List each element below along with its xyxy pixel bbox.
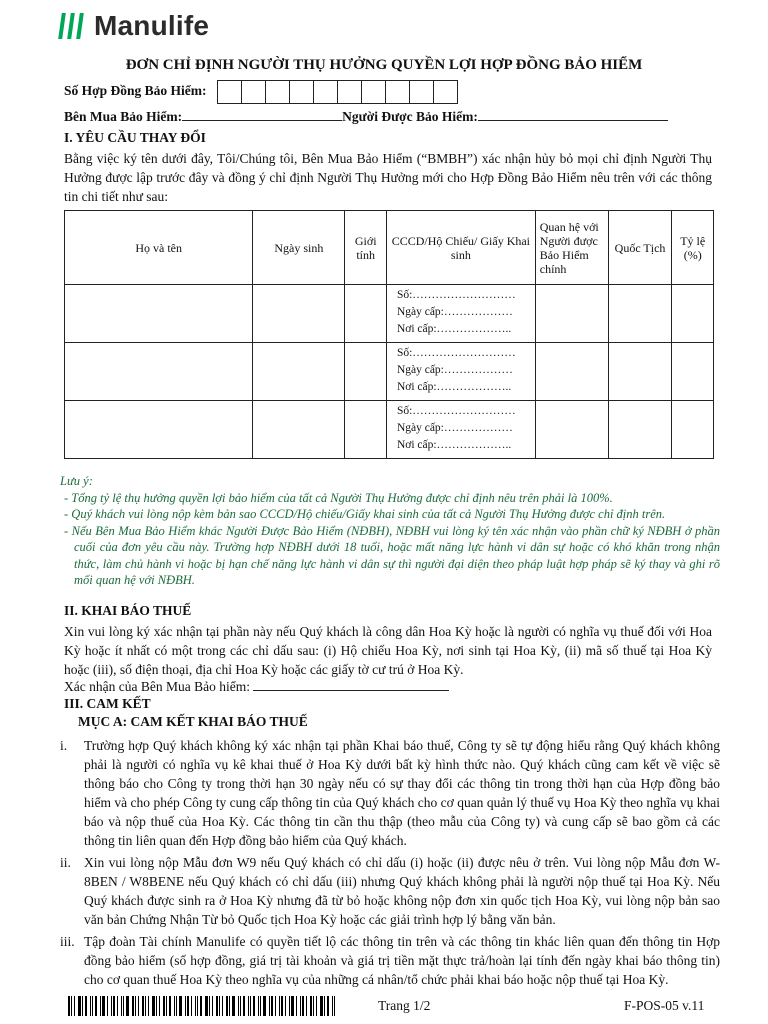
barcode-bar — [209, 996, 210, 1016]
barcode-bar — [187, 996, 189, 1016]
barcode-bar — [185, 996, 186, 1016]
col-header: Ngày sinh — [253, 211, 345, 285]
relation-cell[interactable] — [535, 343, 608, 401]
notes-heading: Lưu ý: — [60, 474, 93, 488]
policy-number-boxes[interactable] — [218, 80, 458, 104]
id-cell[interactable] — [386, 343, 535, 401]
barcode-bar — [95, 996, 97, 1016]
gender-cell[interactable] — [345, 285, 387, 343]
relation-cell[interactable] — [535, 285, 608, 343]
notes-block — [60, 473, 720, 589]
item-text: Tập đoàn Tài chính Manulife có quyền tiết lộ các thông tin trên và các thông tin khác liên quan đến thông tin Hợp đồng bảo hiểm (số hợp đồng, giá trị tài khoản và giá trị tiền mặt thực trả/hoàn lại tính đến ngày khai báo thông tin) cho cơ quan thuế Hoa Kỳ theo nghĩa vụ của những cá nhân/tổ chức phải khai báo hoặc nộp thuế tại Hoa Kỳ. — [84, 934, 720, 987]
barcode-bar — [324, 996, 325, 1016]
barcode-bar — [100, 996, 101, 1016]
barcode-bar — [132, 996, 134, 1016]
col-header: CCCD/Hộ Chiếu/ Giấy Khai sinh — [386, 211, 535, 285]
barcode-bar — [316, 996, 317, 1016]
barcode-bar — [263, 996, 266, 1016]
barcode-bar — [216, 996, 218, 1016]
logo-text: Manulife — [94, 10, 210, 41]
table-row — [65, 401, 714, 459]
barcode-bar — [126, 996, 129, 1016]
ratio-cell[interactable] — [672, 343, 714, 401]
form-title: ĐƠN CHỈ ĐỊNH NGƯỜI THỤ HƯỞNG QUYỀN LỢI HỢP ĐỒNG BẢO HIỂM — [125, 57, 643, 73]
policy-digit-box[interactable] — [361, 80, 386, 104]
policy-digit-box[interactable] — [433, 80, 458, 104]
section2-title: II. KHAI BÁO THUẾ — [64, 603, 192, 618]
table-row — [65, 343, 714, 401]
form-code: F-POS-05 v.11 — [624, 998, 705, 1013]
barcode-bar — [111, 996, 112, 1016]
col-header: Quan hệ với Người được Bảo Hiểm chính — [535, 211, 608, 285]
id-number-line: Số:……………………… — [396, 405, 516, 417]
barcode-bar — [285, 996, 286, 1016]
policy-digit-box[interactable] — [313, 80, 338, 104]
gender-cell[interactable] — [345, 401, 387, 459]
barcode-bar — [332, 996, 333, 1016]
policy-digit-box[interactable] — [289, 80, 314, 104]
barcode-bar — [78, 996, 81, 1016]
barcode-bar — [166, 996, 167, 1016]
barcode-bar — [169, 996, 171, 1016]
owner-field[interactable] — [182, 120, 342, 121]
id-place-line: Nơi cấp:……………….. — [396, 439, 512, 451]
section3-title: III. CAM KẾT — [64, 696, 151, 711]
barcode-bar — [195, 996, 196, 1016]
barcode-bar — [310, 996, 312, 1016]
barcode-bar — [152, 996, 155, 1016]
barcode-bar — [229, 996, 230, 1016]
section1-title: I. YÊU CẦU THAY ĐỔI — [64, 130, 206, 145]
barcode-bar — [179, 996, 182, 1016]
item-number: ii. — [60, 855, 71, 870]
barcode-bar — [306, 996, 307, 1016]
policy-digit-box[interactable] — [217, 80, 242, 104]
col-header: Giới tính — [345, 211, 387, 285]
barcode-bar — [107, 996, 108, 1016]
barcode-bar — [250, 996, 251, 1016]
policy-digit-box[interactable] — [337, 80, 362, 104]
barcode-bar — [219, 996, 220, 1016]
barcode-bar — [117, 996, 118, 1016]
barcode-bar — [200, 996, 202, 1016]
id-date-line: Ngày cấp:……………… — [396, 364, 513, 376]
dob-cell[interactable] — [253, 343, 345, 401]
insured-field[interactable] — [478, 120, 668, 121]
barcode-bar — [327, 996, 329, 1016]
barcode-bar — [156, 996, 157, 1016]
name-cell[interactable] — [65, 285, 253, 343]
nationality-cell[interactable] — [608, 401, 672, 459]
barcode-bar — [334, 996, 335, 1016]
col-header: Tỷ lệ (%) — [672, 211, 714, 285]
policy-number-row — [64, 80, 458, 104]
barcode-bar — [313, 996, 314, 1016]
barcode-bar — [258, 996, 259, 1016]
owner-insured-row — [64, 109, 668, 125]
barcode-bar — [291, 996, 294, 1016]
col-header: Họ và tên — [65, 211, 253, 285]
barcode-bar — [248, 996, 249, 1016]
policy-digit-box[interactable] — [409, 80, 434, 104]
barcode-bar — [176, 996, 177, 1016]
section3-subtitle: MỤC A: CAM KẾT KHAI BÁO THUẾ — [78, 714, 308, 729]
barcode-bar — [68, 996, 70, 1016]
id-number-line: Số:……………………… — [396, 289, 516, 301]
barcode-bar — [135, 996, 136, 1016]
barcode-bar — [123, 996, 124, 1016]
barcode-bar — [279, 996, 280, 1016]
barcode-bar — [281, 996, 283, 1016]
id-place-line: Nơi cấp:……………….. — [396, 323, 512, 335]
item-number: iii. — [60, 934, 75, 949]
barcode-bar — [191, 996, 192, 1016]
policy-digit-box[interactable] — [265, 80, 290, 104]
policy-digit-box[interactable] — [385, 80, 410, 104]
policy-number-label: Số Hợp Đồng Bảo Hiểm: — [64, 83, 207, 99]
barcode-bar — [238, 996, 239, 1016]
id-place-line: Nơi cấp:……………….. — [396, 381, 512, 393]
commitment-list — [60, 736, 720, 992]
barcode — [68, 996, 338, 1016]
barcode-bar — [320, 996, 323, 1016]
id-date-line: Ngày cấp:……………… — [396, 422, 513, 434]
ratio-cell[interactable] — [672, 285, 714, 343]
table-row — [65, 285, 714, 343]
tax-confirm-label: Xác nhận của Bên Mua Bảo hiểm: — [64, 679, 250, 694]
barcode-bar — [163, 996, 165, 1016]
owner-label: Bên Mua Bảo Hiểm: — [64, 109, 183, 124]
policy-digit-box[interactable] — [241, 80, 266, 104]
barcode-bar — [145, 996, 146, 1016]
barcode-bar — [212, 996, 213, 1016]
tax-confirm-row — [64, 679, 449, 695]
barcode-bar — [296, 996, 297, 1016]
id-cell[interactable] — [386, 285, 535, 343]
barcode-bar — [269, 996, 270, 1016]
barcode-bar — [275, 996, 276, 1016]
barcode-bar — [260, 996, 261, 1016]
manulife-logo-mark — [60, 13, 82, 39]
relation-cell[interactable] — [535, 401, 608, 459]
item-text: Xin vui lòng nộp Mẫu đơn W9 nếu Quý khách có chỉ dấu (i) hoặc (ii) được nêu ở trên. Vui lòng nộp Mẫu đơn W-8BEN / W8BENE nếu Quý khách có chỉ dấu (iii) nhưng Quý khách không phải là người nộp thuế tại Hoa Kỳ. Nếu Quý khách được sinh ra ở Hoa Kỳ nhưng đã từ bỏ hoặc không nộp đơn xin quốc tịch Hoa Kỳ, vui lòng nộp bản sao văn bản Chứng Nhận Từ bỏ Quốc tịch Hoa Kỳ hoặc các giải trình hợp lý bằng văn bản. — [84, 855, 720, 927]
table-header-row — [65, 211, 714, 285]
col-header: Quốc Tịch — [608, 211, 672, 285]
ratio-cell[interactable] — [672, 401, 714, 459]
barcode-bar — [289, 996, 290, 1016]
name-cell[interactable] — [65, 343, 253, 401]
barcode-bar — [205, 996, 208, 1016]
barcode-bar — [113, 996, 115, 1016]
note-item: - Quý khách vui lòng nộp kèm bản sao CCCD/Hộ chiếu/Giấy khai sinh của tất cả Người Thụ Hưởng được chỉ định trên. — [64, 507, 666, 521]
barcode-bar — [174, 996, 175, 1016]
barcode-bar — [226, 996, 228, 1016]
barcode-bar — [232, 996, 235, 1016]
manulife-logo — [60, 10, 209, 42]
dob-cell[interactable] — [253, 285, 345, 343]
barcode-bar — [71, 996, 72, 1016]
list-item — [60, 853, 720, 929]
barcode-bar — [159, 996, 160, 1016]
barcode-bar — [74, 996, 75, 1016]
barcode-bar — [300, 996, 301, 1016]
barcode-bar — [142, 996, 144, 1016]
barcode-bar — [85, 996, 87, 1016]
item-text: Trường hợp Quý khách không ký xác nhận tại phần Khai báo thuế, Công ty sẽ tự động hiểu rằng Quý khách không phải là người có nghĩa vụ kê khai thuế ở Hoa Kỳ dưới bất kỳ hình thức nào. Quý khách cũng cam kết về việc sẽ thông báo cho Công ty trong thời hạn 30 ngày nếu có sự thay đổi các thông tin trong thời hạn của Hợp đồng bảo hiểm và cho phép Công ty cung cấp thông tin của Quý khách cho cơ quan quản lý thuế vụ Hoa Kỳ theo nghĩa vụ khai báo và nộp thuế của Hoa Kỳ. Các thông tin cần thu thập (theo mẫu của Công ty) và cung cấp sẽ bao gồm cả các thông tin liên quan đến Hợp đồng bảo hiểm của Quý khách. — [84, 738, 720, 848]
barcode-bar — [222, 996, 223, 1016]
list-item — [60, 736, 720, 850]
barcode-bar — [82, 996, 83, 1016]
barcode-bar — [197, 996, 198, 1016]
name-cell[interactable] — [65, 401, 253, 459]
barcode-bar — [92, 996, 93, 1016]
barcode-bar — [243, 996, 245, 1016]
page-number: Trang 1/2 — [378, 998, 431, 1013]
barcode-bar — [240, 996, 241, 1016]
barcode-bar — [271, 996, 273, 1016]
id-cell[interactable] — [386, 401, 535, 459]
note-item: - Tổng tỷ lệ thụ hưởng quyền lợi bảo hiểm của tất cả Người Thụ Hưởng được chỉ định nêu trên phải là 100%. — [64, 490, 613, 505]
id-number-line: Số:……………………… — [396, 347, 516, 359]
barcode-bar — [121, 996, 122, 1016]
barcode-bar — [90, 996, 91, 1016]
beneficiary-table — [64, 210, 714, 459]
insured-label: Người Được Bảo Hiểm: — [342, 109, 478, 124]
gender-cell[interactable] — [345, 343, 387, 401]
barcode-bar — [138, 996, 139, 1016]
nationality-cell[interactable] — [608, 343, 672, 401]
section1-paragraph: Bằng việc ký tên dưới đây, Tôi/Chúng tôi, Bên Mua Bảo Hiểm (“BMBH”) xác nhận hủy bỏ mọi chỉ định Người Thụ Hưởng được lập trước đây và đồng ý chỉ định Người Thụ Hưởng mới cho Hợp Đồng Bảo Hiểm nêu trên với các thông tin chi tiết như sau: — [64, 151, 712, 204]
barcode-bar — [148, 996, 149, 1016]
tax-confirm-signature-field[interactable] — [253, 690, 449, 691]
nationality-cell[interactable] — [608, 285, 672, 343]
item-number: i. — [60, 738, 68, 753]
barcode-bar — [253, 996, 255, 1016]
barcode-bar — [102, 996, 105, 1016]
barcode-bar — [302, 996, 304, 1016]
list-item — [60, 932, 720, 989]
section2-paragraph: Xin vui lòng ký xác nhận tại phần này nếu Quý khách là công dân Hoa Kỳ hoặc là người có nghĩa vụ thuế đối với Hoa Kỳ hoặc ít nhất có một trong các chỉ dấu sau: (i) Hộ chiếu Hoa Kỳ, nơi sinh tại Hoa Kỳ, (ii) mã số thuế tại Hoa Kỳ hoặc (iii), số điện thoại, địa chỉ Hoa Kỳ hoặc các giấy tờ cư trú ở Hoa Kỳ. — [64, 624, 712, 677]
dob-cell[interactable] — [253, 401, 345, 459]
id-date-line: Ngày cấp:……………… — [396, 306, 513, 318]
note-item: - Nếu Bên Mua Bảo Hiểm khác Người Được Bảo Hiểm (NĐBH), NĐBH vui lòng ký tên xác nhận vào phần chữ ký NĐBH ở phần cuối của đơn yêu cầu này. Trường hợp NĐBH dưới 18 tuổi, hoặc mất năng lực hành vi dân sự hoặc có khó khăn trong nhận thức, làm chủ hành vi hoặc bị hạn chế năng lực hành vi dân sự thì người đại diện theo pháp luật hợp pháp sẽ ký thay và ghi rõ mối quan hệ với NĐBH. — [64, 523, 720, 587]
